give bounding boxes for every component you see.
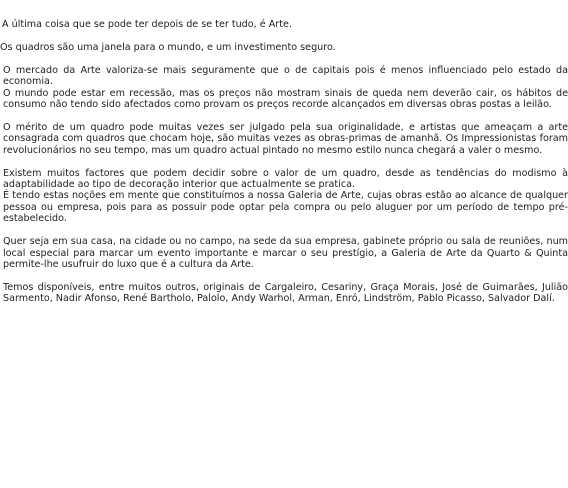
- artists-paragraph: Temos disponíveis, entre muitos outros, originais de Cargaleiro, Cesariny, Graça Morais, José de Guimarães, Julião Sarmento, Nadir Afonso, René Bartholo, Palolo, Andy Warhol, Arman, Enró, Lindström, Pablo Picasso, Salvador Dalí.: [3, 281, 568, 305]
- merit-paragraph: O mérito de um quadro pode muitas vezes ser julgado pela sua originalidade, e artistas que ameaçam a arte consagrada com quadros que chocam hoje, são muitas vezes as obras-primas de amanhã. Os Impressionistas foram revolucionários no seu tempo, mas um quadro actual pintado no mesmo estilo nunca chegará a valer o mesmo.: [3, 121, 568, 156]
- factors-paragraph: Existem muitos factores que podem decidir sobre o valor de um quadro, desde as tendências do modismo à adaptabilidade ao tipo de decoração interior que actualmente se pratica.: [3, 167, 568, 191]
- intro-sentence: A última coisa que se pode ter depois de se ter tudo, é Arte.: [2, 19, 292, 30]
- investment-sentence: Os quadros são uma janela para o mundo, e um investimento seguro.: [0, 41, 336, 53]
- recession-paragraph: O mundo pode estar em recessão, mas os preços não mostram sinais de queda nem deverão cair, os hábitos de consumo não tendo sido afectados como provam os preços recorde alcançados em diversas obras postas a leilão.: [3, 87, 568, 111]
- gallery-paragraph: É tendo estas noções em mente que constituímos a nossa Galeria de Arte, cujas obras estão ao alcance de qualquer pessoa ou empresa, pois para as possuir pode optar pela compra ou pelo aluguer por um período de tempo pré-estabelecido.: [3, 190, 568, 225]
- market-paragraph: O mercado da Arte valoriza-se mais seguramente que o de capitais pois é menos influenciado pelo estado da economia.: [3, 64, 568, 88]
- location-paragraph: Quer seja em sua casa, na cidade ou no campo, na sede da sua empresa, gabinete próprio ou sala de reuniões, num local especial para marcar um evento importante e marcar o seu prestígio, a Galeria de Arte da Quarto & Quinta permite-lhe usufruir do luxo que é a cultura da Arte.: [3, 236, 568, 270]
